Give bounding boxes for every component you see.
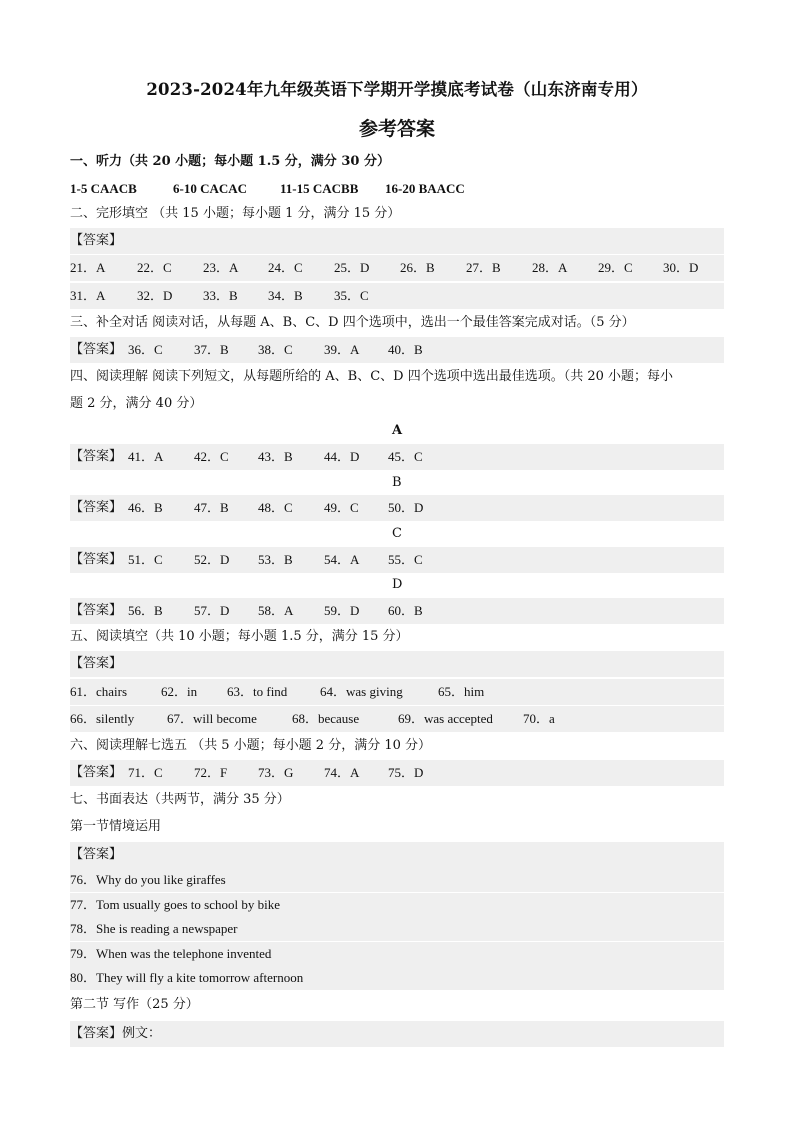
answer-item: 67．will become (167, 711, 257, 726)
answer-item: 40．B (388, 342, 423, 357)
answer-item: 53．B (258, 552, 293, 567)
passage-label-c (70, 521, 724, 547)
listening-answers (70, 176, 724, 202)
answer-label: 【答案】 (70, 449, 123, 464)
answer-item: 22．C (137, 260, 172, 275)
answer-item: 72．F (194, 765, 228, 780)
answer-item: 68．because (292, 711, 360, 726)
answer-item: 21．A (70, 260, 106, 275)
answer-group: 6-10 CACAC (173, 181, 248, 196)
answer-item: 46．B (128, 500, 163, 515)
example-label: 例文： (122, 1026, 162, 1041)
answer-item: 52．D (194, 552, 230, 567)
section-writing-heading: 七、书面表达（共两节，满分 35 分） (70, 792, 290, 807)
answer-item: 75．D (388, 765, 424, 780)
answer-item: 25．D (334, 260, 370, 275)
section-reading-heading-line2: 题 2 分，满分 40 分） (70, 396, 203, 411)
answer-item: 59．D (324, 603, 360, 618)
sentence-text: 77．Tom usually goes to school by bike (70, 897, 280, 912)
passage-label: C (392, 526, 402, 541)
answer-item: 43．B (258, 449, 293, 464)
section-fill-heading: 五、阅读填空（共 10 小题；每小题 1.5 分，满分 15 分） (70, 629, 409, 644)
part-one-heading: 第一节情境运用 (70, 819, 162, 834)
answer-item: 49．C (324, 500, 359, 515)
fill-answers-row-1 (70, 679, 724, 705)
answer-item: 64．was giving (320, 684, 403, 699)
answer-item: 63．to find (227, 684, 288, 699)
writing-sentence (70, 868, 724, 892)
answer-item: 60．B (388, 603, 423, 618)
answer-item: 39．A (324, 342, 360, 357)
section-reading-heading-line1: 四、阅读理解 阅读下列短文，从每题所给的 A、B、C、D 四个选项中选出最佳选项。（共 20 小题；每小 (70, 369, 674, 384)
answer-item: 37．B (194, 342, 229, 357)
section-dialogue-heading: 三、补全对话 阅读对话，从每题 A、B、C、D 四个选项中，选出一个最佳答案完成对话。（5 分） (70, 315, 635, 330)
section-seven-five-heading: 六、阅读理解七选五 （共 5 小题；每小题 2 分，满分 10 分） (70, 738, 432, 753)
answer-label: 【答案】 (70, 847, 123, 862)
answer-item: 35．C (334, 288, 369, 303)
answer-item: 56．B (128, 603, 163, 618)
answer-item: 58．A (258, 603, 294, 618)
answer-item: 45．C (388, 449, 423, 464)
answer-item: 41．A (128, 449, 164, 464)
answer-item: 26．B (400, 260, 435, 275)
cloze-answers-row-2 (70, 283, 724, 309)
answer-item: 51．C (128, 552, 163, 567)
answer-label-row (70, 842, 724, 868)
answer-label: 【答案】 (70, 1026, 123, 1041)
answer-label: 【答案】 (70, 500, 123, 515)
writing-sentence (70, 942, 724, 966)
writing-sentence (70, 917, 724, 941)
answer-item: 55．C (388, 552, 423, 567)
answer-item: 66．silently (70, 711, 135, 726)
answer-item: 44．D (324, 449, 360, 464)
cloze-answers-row-1 (70, 255, 724, 281)
answer-item: 69．was accepted (398, 711, 493, 726)
answer-label: 【答案】 (70, 603, 123, 618)
answer-item: 29．C (598, 260, 633, 275)
answer-label: 【答案】 (70, 233, 123, 248)
reading-answers-a (70, 444, 724, 470)
answer-key-title: 参考答案 (358, 118, 435, 140)
answer-label-row (70, 651, 724, 677)
answer-label: 【答案】 (70, 552, 123, 567)
writing-sentence (70, 966, 724, 990)
answer-item: 62．in (161, 684, 198, 699)
reading-answers-d (70, 598, 724, 624)
section-cloze-heading: 二、完形填空 （共 15 小题；每小题 1 分，满分 15 分） (70, 206, 401, 221)
answer-item: 33．B (203, 288, 238, 303)
passage-label: A (392, 423, 403, 438)
answer-item: 70．a (523, 711, 555, 726)
answer-item: 57．D (194, 603, 230, 618)
example-essay-row (70, 1021, 724, 1047)
fill-answers-row-2 (70, 706, 724, 732)
answer-group: 11-15 CACBB (280, 181, 359, 196)
sentence-text: 80．They will fly a kite tomorrow afternoon (70, 970, 304, 985)
answer-label: 【答案】 (70, 342, 123, 357)
answer-item: 27．B (466, 260, 501, 275)
answer-item: 30．D (663, 260, 699, 275)
answer-item: 65．him (438, 684, 485, 699)
answer-item: 74．A (324, 765, 360, 780)
sentence-text: 78．She is reading a newspaper (70, 921, 238, 936)
answer-item: 71．C (128, 765, 163, 780)
answer-item: 61．chairs (70, 684, 128, 699)
answer-item: 73．G (258, 765, 294, 780)
reading-answers-b (70, 495, 724, 521)
answer-item: 47．B (194, 500, 229, 515)
sentence-text: 76．Why do you like giraffes (70, 872, 226, 887)
exam-title: 2023-2024年九年级英语下学期开学摸底考试卷（山东济南专用） (146, 80, 648, 99)
answer-item: 34．B (268, 288, 303, 303)
answer-group: 16-20 BAACC (385, 181, 465, 196)
seven-five-answers (70, 760, 724, 786)
passage-label-d (70, 572, 724, 598)
writing-sentence (70, 893, 724, 917)
part-two-heading: 第二节 写作（25 分） (70, 997, 199, 1012)
answer-label: 【答案】 (70, 656, 123, 671)
passage-label-a (70, 418, 724, 444)
answer-label: 【答案】 (70, 765, 123, 780)
reading-answers-c (70, 547, 724, 573)
answer-item: 42．C (194, 449, 229, 464)
passage-label: B (392, 475, 402, 490)
answer-item: 24．C (268, 260, 303, 275)
answer-item: 31．A (70, 288, 106, 303)
passage-label-b (70, 470, 724, 496)
answer-item: 38．C (258, 342, 293, 357)
answer-item: 36．C (128, 342, 163, 357)
sentence-text: 79．When was the telephone invented (70, 946, 272, 961)
passage-label: D (392, 577, 403, 592)
answer-item: 23．A (203, 260, 239, 275)
dialogue-answers (70, 337, 724, 363)
answer-group: 1-5 CAACB (70, 181, 137, 196)
answer-item: 32．D (137, 288, 173, 303)
answer-item: 54．A (324, 552, 360, 567)
answer-item: 50．D (388, 500, 424, 515)
answer-item: 28．A (532, 260, 568, 275)
answer-item: 48．C (258, 500, 293, 515)
section-listening-heading: 一、听力（共 20 小题；每小题 1.5 分，满分 30 分） (70, 154, 390, 169)
answer-label-row (70, 228, 724, 254)
